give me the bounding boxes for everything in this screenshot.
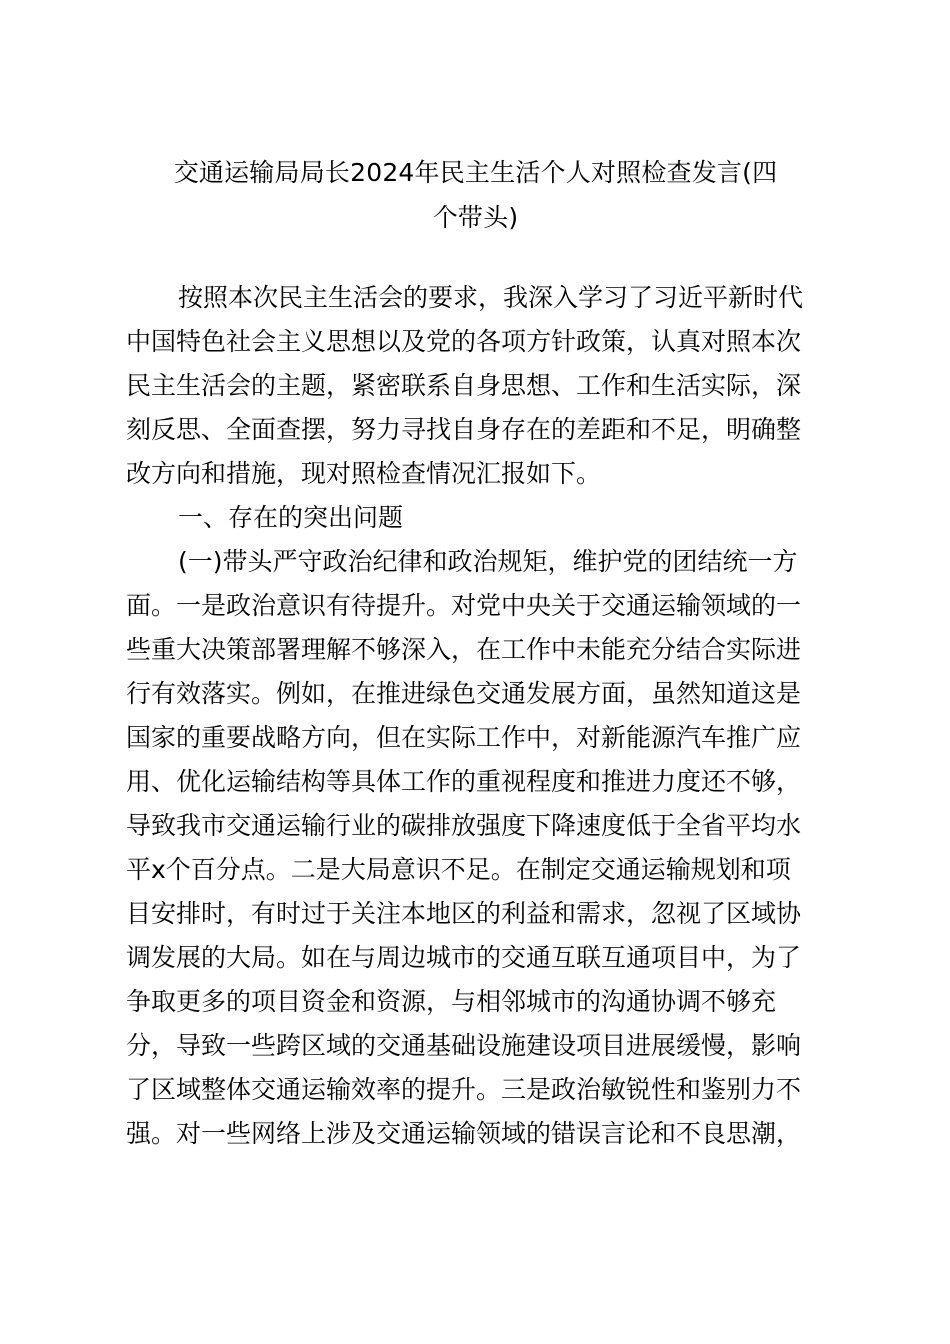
title-line-1: 交通运输局局长2024年民主生活个人对照检查发言(四 — [173, 158, 778, 187]
subsection-paragraph-line: 导致我市交通运输行业的碳排放强度下降速度低于全省平均水 — [126, 811, 802, 840]
intro-paragraph-line: 民主生活会的主题，紧密联系自身思想、工作和生活实际，深 — [126, 371, 802, 400]
section-heading: 一、存在的突出问题 — [178, 503, 404, 532]
subsection-paragraph-line: 调发展的大局。如在与周边城市的交通互联互通项目中，为了 — [126, 943, 802, 972]
subsection-paragraph-line: 强。对一些网络上涉及交通运输领域的错误言论和不良思潮， — [126, 1119, 802, 1148]
subsection-paragraph-line: 国家的重要战略方向，但在实际工作中，对新能源汽车推广应 — [126, 723, 802, 752]
intro-paragraph-line: 按照本次民主生活会的要求，我深入学习了习近平新时代 — [178, 283, 804, 312]
subsection-paragraph-line: 争取更多的项目资金和资源，与相邻城市的沟通协调不够充 — [126, 987, 777, 1016]
intro-paragraph-line: 刻反思、全面查摆，努力寻找自身存在的差距和不足，明确整 — [126, 415, 802, 444]
intro-paragraph-line: 改方向和措施，现对照检查情况汇报如下。 — [126, 459, 602, 488]
subsection-paragraph-line: 分，导致一些跨区域的交通基础设施建设项目进展缓慢，影响 — [126, 1031, 802, 1060]
subsection-paragraph-line: 些重大决策部署理解不够深入，在工作中未能充分结合实际进 — [126, 635, 802, 664]
document-title — [118, 150, 833, 240]
subsection-paragraph-line: (一)带头严守政治纪律和政治规矩，维护党的团结统一方 — [178, 547, 798, 576]
document-body — [126, 276, 826, 1156]
subsection-paragraph-line: 了区域整体交通运输效率的提升。三是政治敏锐性和鉴别力不 — [126, 1075, 802, 1104]
subsection-paragraph-line: 目安排时，有时过于关注本地区的利益和需求，忽视了区域协 — [126, 899, 802, 928]
subsection-paragraph-line: 面。一是政治意识有待提升。对党中央关于交通运输领域的一 — [126, 591, 802, 620]
title-line-2: 个带头) — [432, 203, 519, 232]
intro-paragraph-line: 中国特色社会主义思想以及党的各项方针政策，认真对照本次 — [126, 327, 802, 356]
subsection-paragraph-line: 平x个百分点。二是大局意识不足。在制定交通运输规划和项 — [126, 855, 791, 884]
subsection-paragraph-line: 用、优化运输结构等具体工作的重视程度和推进力度还不够， — [126, 767, 802, 796]
subsection-paragraph-line: 行有效落实。例如，在推进绿色交通发展方面，虽然知道这是 — [126, 679, 802, 708]
